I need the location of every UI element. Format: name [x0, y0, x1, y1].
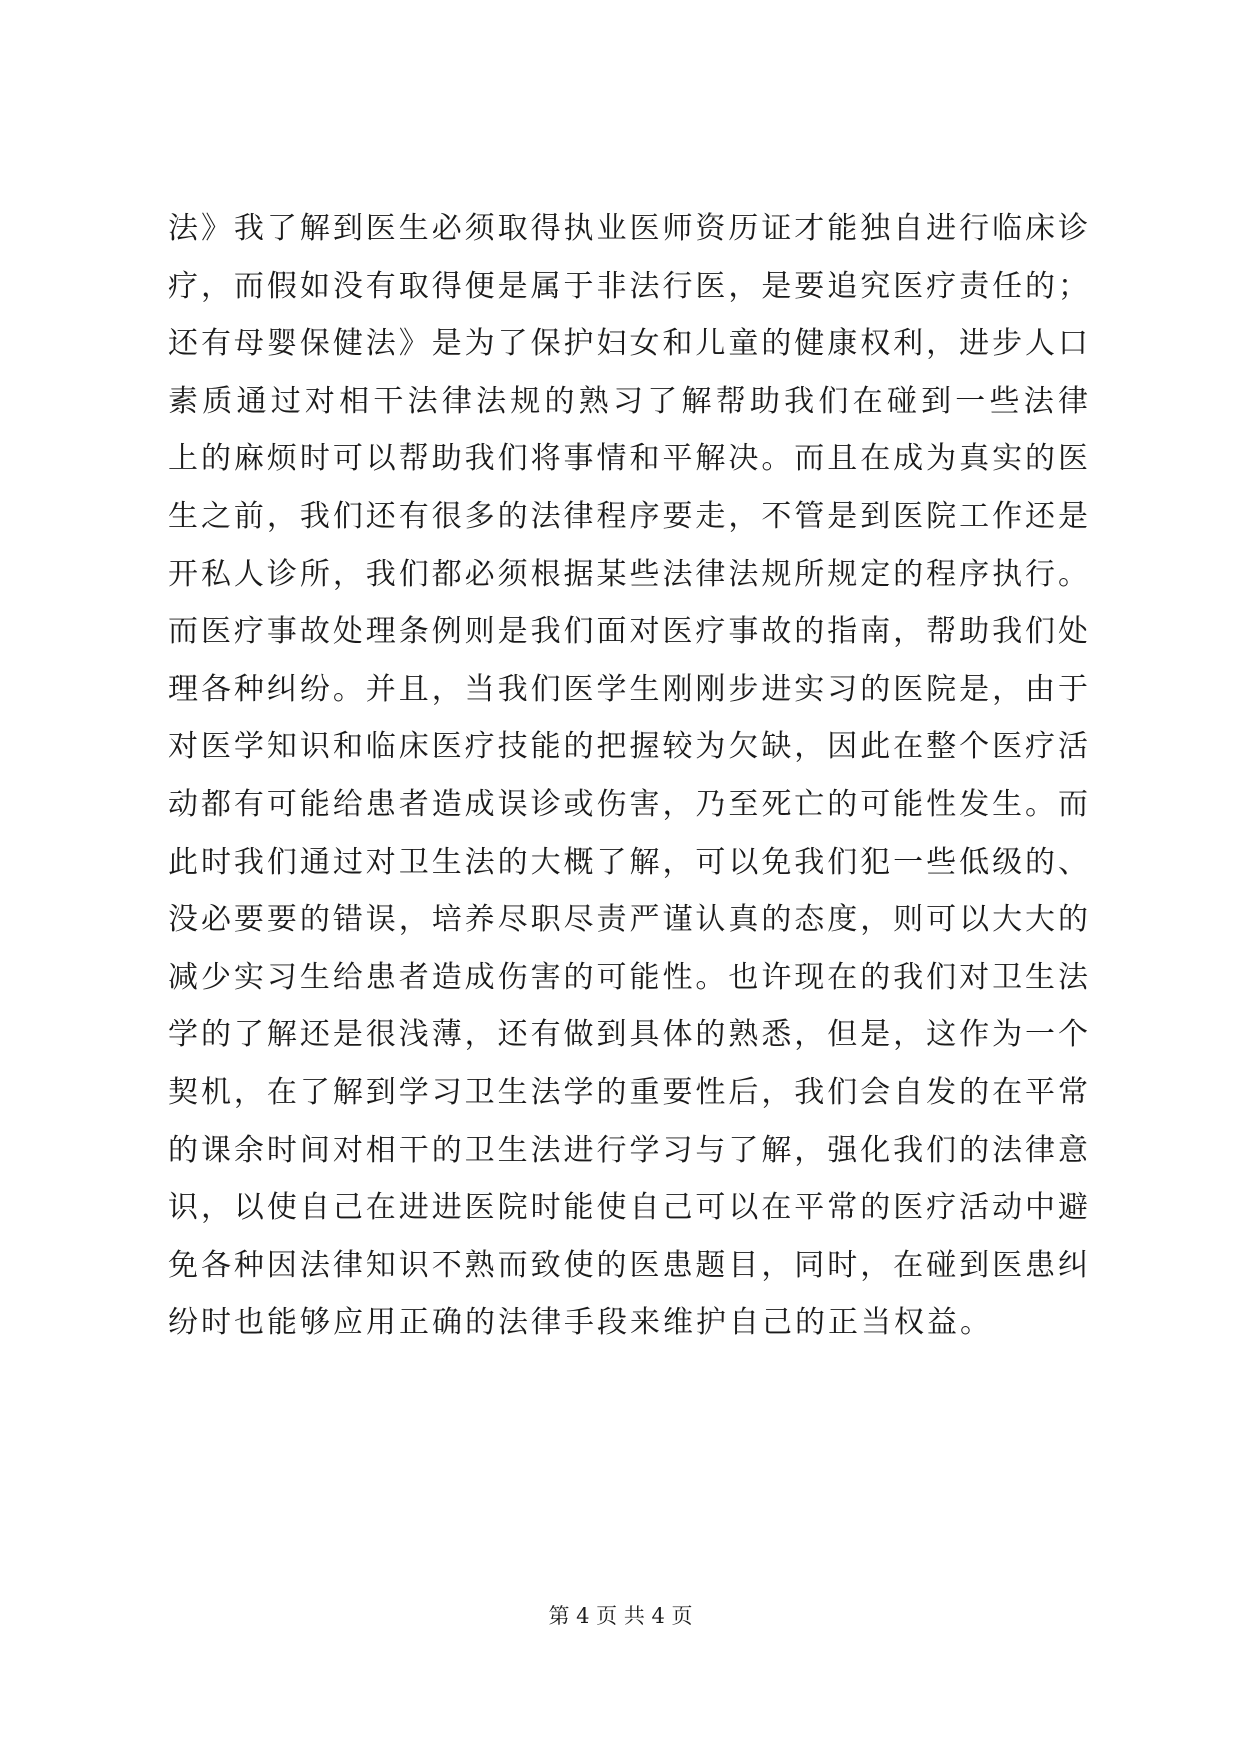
text-line: 没必要要的错误，培养尽职尽责严谨认真的态度，则可以大大的	[168, 902, 1088, 938]
text-line: 学的了解还是很浅薄，还有做到具体的熟悉，但是，这作为一个	[168, 1017, 1088, 1053]
body-text	[168, 200, 1088, 1352]
page-number-footer: 第 4 页 共 4 页	[548, 1604, 693, 1628]
text-line: 的课余时间对相干的卫生法进行学习与了解，强化我们的法律意	[168, 1132, 1088, 1168]
text-line: 法》我了解到医生必须取得执业医师资历证才能独自进行临床诊	[168, 211, 1088, 246]
text-line: 疗，而假如没有取得便是属于非法行医，是要追究医疗责任的；	[168, 268, 1088, 304]
text-line: 此时我们通过对卫生法的大概了解，可以免我们犯一些低级的、	[168, 844, 1088, 880]
text-line: 对医学知识和临床医疗技能的把握较为欠缺，因此在整个医疗活	[168, 729, 1088, 765]
text-line: 理各种纠纷。并且，当我们医学生刚刚步进实习的医院是，由于	[168, 671, 1088, 707]
text-line: 上的麻烦时可以帮助我们将事情和平解决。而且在成为真实的医	[168, 441, 1088, 477]
text-line: 而医疗事故处理条例则是我们面对医疗事故的指南，帮助我们处	[168, 614, 1088, 650]
text-line: 减少实习生给患者造成伤害的可能性。也许现在的我们对卫生法	[168, 959, 1088, 995]
text-line: 免各种因法律知识不熟而致使的医患题目，同时，在碰到医患纠	[168, 1247, 1088, 1283]
text-line: 契机，在了解到学习卫生法学的重要性后，我们会自发的在平常	[168, 1074, 1088, 1110]
text-line: 生之前，我们还有很多的法律程序要走，不管是到医院工作还是	[168, 498, 1088, 534]
text-line: 开私人诊所，我们都必须根据某些法律法规所规定的程序执行。	[168, 556, 1088, 592]
text-line: 识，以使自己在进进医院时能使自己可以在平常的医疗活动中避	[168, 1190, 1088, 1226]
text-line: 动都有可能给患者造成误诊或伤害，乃至死亡的可能性发生。而	[168, 786, 1088, 822]
text-line: 纷时也能够应用正确的法律手段来维护自己的正当权益。	[168, 1305, 993, 1341]
text-line: 素质通过对相干法律法规的熟习了解帮助我们在碰到一些法律	[168, 383, 1088, 419]
text-line: 还有母婴保健法》是为了保护妇女和儿童的健康权利，进步人口	[168, 326, 1088, 362]
